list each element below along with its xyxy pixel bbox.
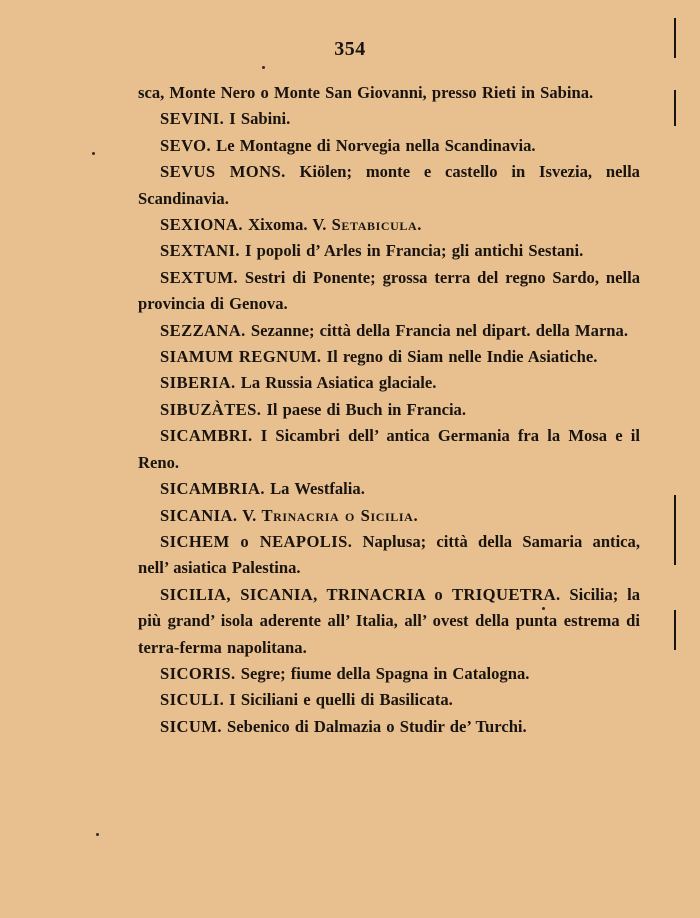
- continuation-paragraph: [138, 80, 640, 106]
- entry-definition: La Russia Asiatica glaciale.: [235, 373, 437, 393]
- entry-definition: Kiölen; monte e castello in Isvezia, nella Scandinavia.: [138, 162, 640, 208]
- entry-sicambria: [138, 476, 640, 502]
- page-number: 354: [334, 38, 366, 60]
- entry-headword: SICHEM o NEAPOLIS.: [160, 531, 353, 551]
- entry-definition: Sicilia; la più grand’ isola aderente all’ Italia, all’ ovest della punta estrema di terra-ferma napolitana.: [138, 584, 641, 657]
- entry-sezzana: [138, 318, 640, 344]
- entry-sextani: [138, 238, 640, 264]
- entry-definition: Xixoma. V.: [242, 215, 332, 235]
- entry-definition: Sebenico di Dalmazia o Studir de’ Turchi.: [221, 716, 527, 736]
- entry-headword: SIAMUM REGNUM.: [160, 347, 322, 367]
- entry-headword: SEVUS MONS.: [160, 162, 286, 182]
- entry-siculi: [138, 687, 640, 713]
- entry-sevus-mons: [138, 159, 640, 212]
- cross-reference: Trinacria o Sicilia.: [261, 505, 419, 525]
- scan-margin-line: [674, 610, 676, 650]
- entry-headword: SICANIA.: [160, 505, 238, 525]
- cross-reference: Setabicula.: [331, 215, 422, 235]
- entry-sicoris: [138, 661, 640, 687]
- entry-headword: SICAMBRIA.: [160, 479, 265, 499]
- entry-definition: La Westfalia.: [264, 479, 365, 499]
- entry-headword: SEVINI.: [160, 109, 225, 129]
- continuation-line-1: sca, Monte Nero o Monte San Giovanni, presso Rieti: [138, 83, 516, 102]
- entry-sevo: [138, 133, 640, 159]
- scan-margin-line: [674, 18, 676, 58]
- entry-sexiona: [138, 212, 640, 238]
- entry-siberia: [138, 370, 640, 396]
- entry-headword: SEXIONA.: [160, 215, 243, 235]
- entry-sevini: [138, 106, 640, 132]
- entry-definition: I Sabini.: [224, 109, 291, 129]
- entry-definition: I popoli d’ Arles in Francia; gli antichi Sestani.: [239, 241, 584, 261]
- entry-definition: Il regno di Siam nelle Indie Asiatiche.: [321, 347, 598, 367]
- scan-speck: [92, 152, 95, 155]
- entry-definition: Le Montagne di Norvegia nella Scandinavia.: [211, 135, 536, 155]
- entry-definition: Sezanne; città della Francia nel dipart. della Marna.: [245, 320, 628, 340]
- dictionary-text: [138, 80, 640, 740]
- entry-sichem: [138, 529, 640, 582]
- scan-speck: [542, 607, 545, 610]
- entry-definition: V.: [237, 505, 262, 525]
- entry-headword: SICULI.: [160, 690, 225, 710]
- entry-headword: SEXTANI.: [160, 241, 240, 261]
- entry-siamum-regnum: [138, 344, 640, 370]
- entry-headword: SEXTUM.: [160, 267, 238, 287]
- scan-speck: [262, 66, 265, 69]
- entry-sicum: [138, 714, 640, 740]
- entry-sicambri: [138, 423, 640, 476]
- scan-margin-line: [674, 495, 676, 565]
- entry-sibuzates: [138, 397, 640, 423]
- continuation-line-2: in Sabina.: [521, 83, 594, 102]
- entry-headword: SICORIS.: [160, 663, 236, 683]
- entry-sicania: [138, 503, 640, 529]
- scan-speck: [96, 833, 99, 836]
- entry-headword: SICUM.: [160, 716, 222, 736]
- entry-headword: SEZZANA.: [160, 320, 246, 340]
- entry-headword: SIBUZÀTES.: [160, 399, 262, 419]
- entry-sicilia: [138, 582, 640, 661]
- entry-headword: SEVO.: [160, 135, 212, 155]
- entry-definition: Il paese di Buch in Francia.: [261, 399, 466, 419]
- entry-definition: Naplusa; città della Samaria antica, nell’ asiatica Palestina.: [138, 531, 640, 578]
- entry-definition: I Sicambri dell’ antica Germania fra la Mosa e il Reno.: [138, 426, 640, 472]
- entry-definition: Sestri di Ponente; grossa terra del regno Sardo, nella provincia di Genova.: [138, 267, 640, 314]
- entry-definition: Segre; fiume della Spagna in Catalogna.: [235, 663, 530, 683]
- entry-sextum: [138, 265, 640, 318]
- entry-headword: SIBERIA.: [160, 373, 236, 393]
- scan-margin-line: [674, 90, 676, 126]
- entry-definition: I Siciliani e quelli di Basilicata.: [224, 690, 453, 710]
- entry-headword: SICAMBRI.: [160, 426, 253, 446]
- entry-headword: SICILIA, SICANIA, TRINACRIA o TRIQUETRA.: [160, 584, 561, 604]
